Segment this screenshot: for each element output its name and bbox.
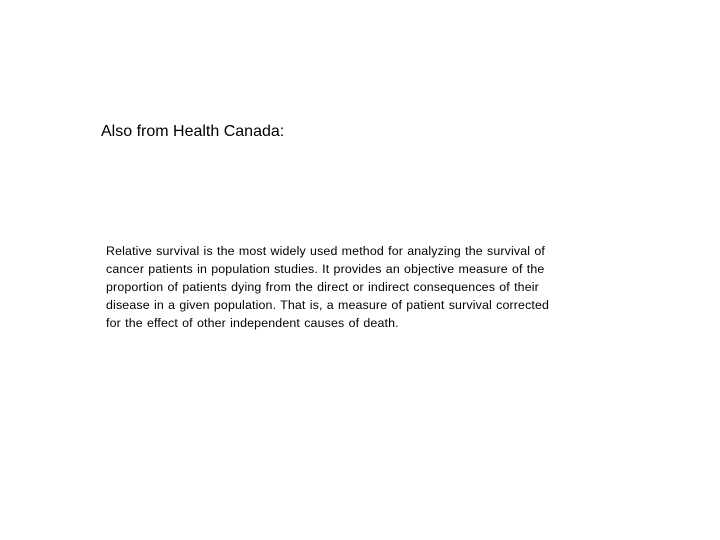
excerpt-line: proportion of patients dying from the direct or indirect consequences of their <box>106 280 539 294</box>
excerpt-line: Relative survival is the most widely used method for analyzing the survival of <box>106 244 545 258</box>
quoted-excerpt <box>106 242 606 332</box>
excerpt-line: cancer patients in population studies. It provides an objective measure of the <box>106 262 545 276</box>
excerpt-line: disease in a given population. That is, a measure of patient survival corrected <box>106 298 550 312</box>
slide-heading: Also from Health Canada: <box>101 123 285 140</box>
excerpt-line: for the effect of other independent causes of death. <box>106 316 399 330</box>
